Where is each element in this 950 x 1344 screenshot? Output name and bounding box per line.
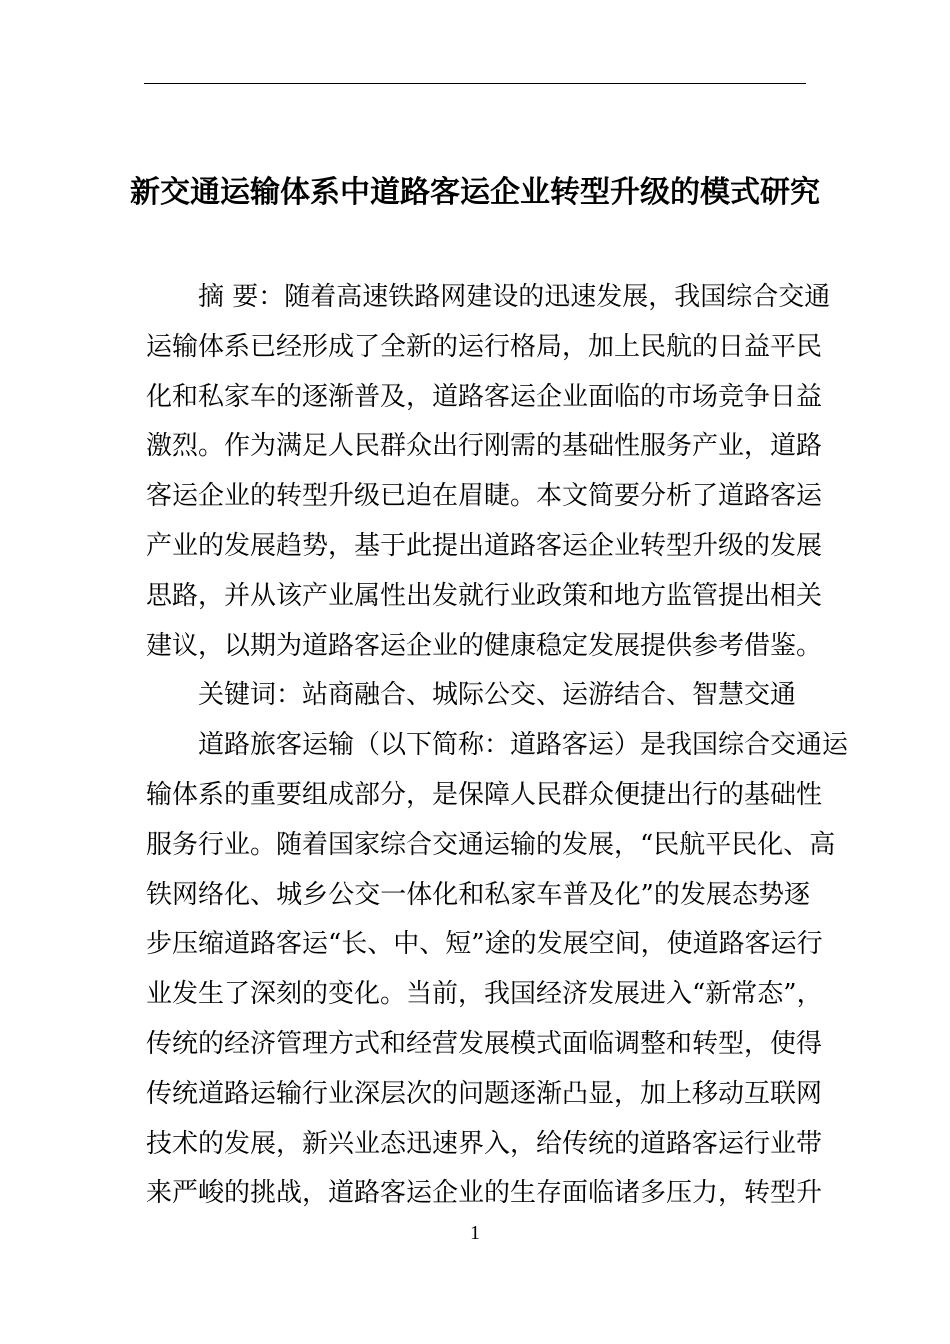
page-number: 1 (470, 1222, 480, 1244)
body-line: 服务行业。随着国家综合交通运输的发展，“民航平民化、高 (146, 829, 836, 860)
body-line: 道路旅客运输（以下简称：道路客运）是我国综合交通运 (198, 730, 849, 761)
abstract-line: 摘 要：随着高速铁路网建设的迅速发展，我国综合交通 (198, 282, 831, 312)
abstract (146, 273, 831, 671)
abstract-line: 运输体系已经形成了全新的运行格局，加上民航的日益平民 (146, 331, 823, 362)
body-line: 步压缩道路客运“长、中、短”途的发展空间，使道路客运行 (146, 929, 823, 960)
body-line: 铁网络化、城乡公交一体化和私家车普及化”的发展态势逐 (146, 879, 810, 910)
body-line: 传统道路运输行业深层次的问题逐渐凸显，加上移动互联网 (146, 1078, 823, 1109)
abstract-line: 产业的发展趋势，基于此提出道路客运企业转型升级的发展 (146, 530, 823, 561)
abstract-line: 思路，并从该产业属性出发就行业政策和地方监管提出相关 (146, 580, 823, 611)
body-line: 输体系的重要组成部分，是保障人民群众便捷出行的基础性 (146, 779, 823, 810)
document-body (146, 273, 849, 1219)
header-rule (144, 83, 806, 84)
body-paragraph (146, 721, 849, 1219)
body-line: 技术的发展，新兴业态迅速界入，给传统的道路客运行业带 (146, 1128, 823, 1159)
abstract-line: 化和私家车的逐渐普及，道路客运企业面临的市场竞争日益 (146, 381, 823, 412)
abstract-line: 客运企业的转型升级已迫在眉睫。本文简要分析了道路客运 (146, 481, 823, 512)
body-line: 传统的经济管理方式和经营发展模式面临调整和转型，使得 (146, 1028, 823, 1059)
body-line: 业发生了深刻的变化。当前，我国经济发展进入“新常态”， (146, 979, 823, 1010)
abstract-line: 建议，以期为道路客运企业的健康稳定发展提供参考借鉴。 (146, 630, 823, 661)
document-title: 新交通运输体系中道路客运企业转型升级的模式研究 (130, 175, 820, 210)
keywords: 关键词：站商融合、城际公交、运游结合、智慧交通 (198, 680, 797, 711)
body-line: 来严峻的挑战，道路客运企业的生存面临诸多压力，转型升 (146, 1178, 823, 1209)
abstract-line: 激烈。作为满足人民群众出行刚需的基础性服务产业，道路 (146, 431, 823, 462)
